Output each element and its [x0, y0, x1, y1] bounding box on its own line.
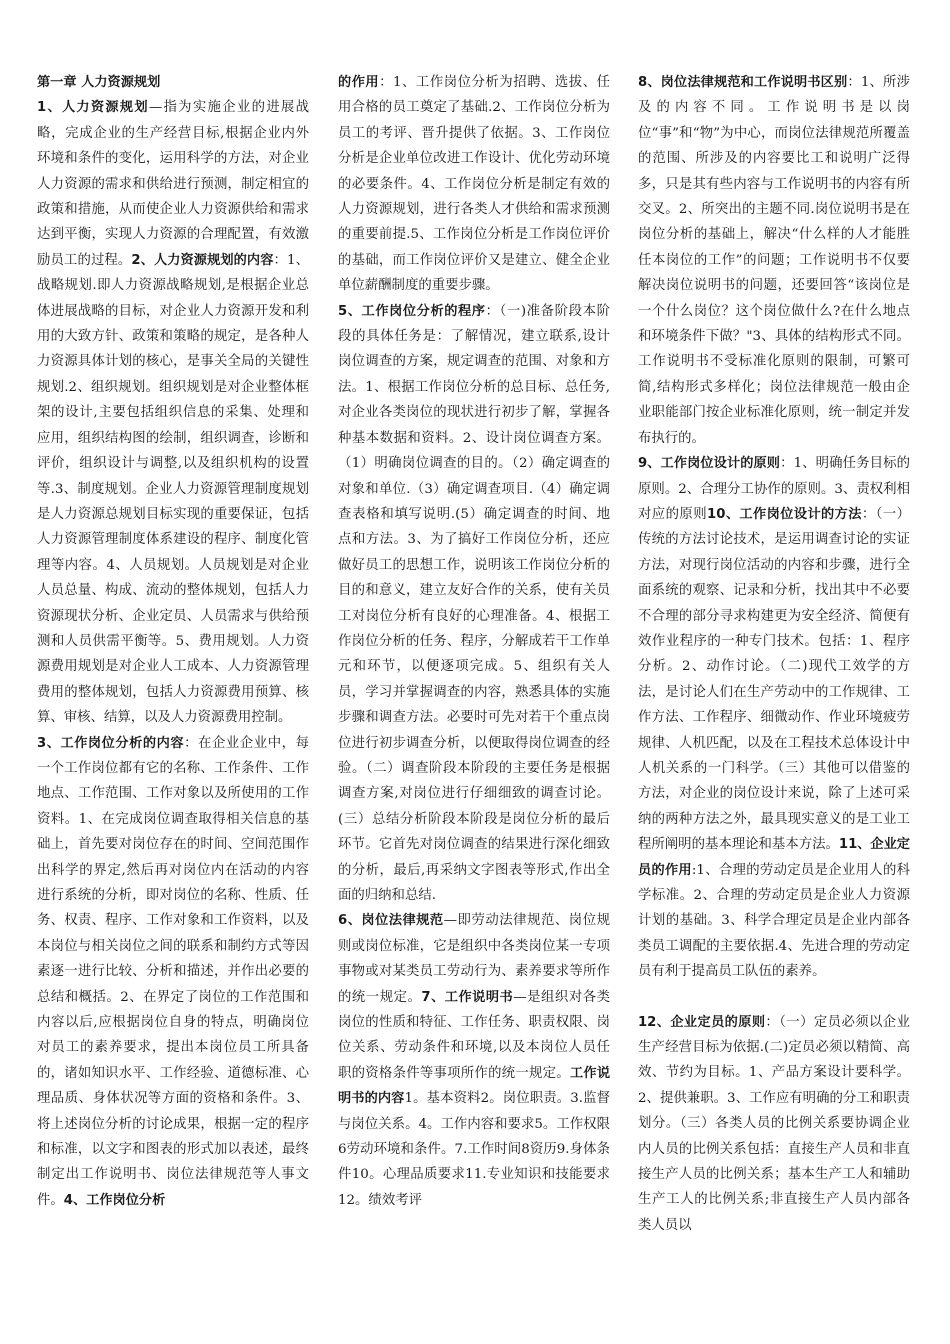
section-text: ：1、所涉及的内容不同。工作说明书是以岗位“事”和“物”为中心，而岗位法律规范所覆盖的范围、所涉及的内容要比工和说明广泛得多，只是其有些内容与工作说明书的内容有所交叉。2、所突出的主题不同.岗位说明书是在岗位分析的基础上，解决“什么样的人才能胜任本岗位的工作”的问题；工作说明书不仅要解决岗位说明书的问题，还要回答“该岗位是一个什么岗位？这个岗位做什么?在什么地点和环境条件下做？"3、具体的结构形式不同。工作说明书不受标准化原则的限制，可繁可简,结构形式多样化；岗位法律规范一般由企业职能部门按企业标准化原则，统一制定并发布执行的。: [638, 75, 910, 446]
section-text: —是组织对各类岗位的性质和特征、工作任务、职责权限、岗位关系、劳动条件和环境,以及本岗位人员任职的资格条件等事项所作的统一规定。: [338, 989, 611, 1081]
paragraph-5: [338, 299, 610, 909]
section-title: 2、人力资源规划的内容: [131, 252, 274, 268]
section-title: 4、工作岗位分析: [63, 1192, 166, 1208]
paragraph-1-2: [37, 95, 309, 730]
section-title: 的作用: [338, 75, 380, 90]
section-text: ：（一）传统的方法讨论技术，是运用调查讨论的实证方法，对现行岗位活动的内容和步骤，进行全面系统的观察、记录和分析，找出其中不必要不合理的部分寻求构建更为安全经济、简便有效作业程序的一种专门技术。包括：1、程序分析。2、动作讨论。（二)现代工效学的方法，是讨论人们在生产劳动中的工作规律、工作方法、工作程序、细微动作、作业环境疲劳规律、人机匹配，以及在工程技术总体设计中人机关系的一门科学。（三）其他可以借鉴的方法，对企业的岗位设计来说，除了上述可采纳的两种方法之外，最具现实意义的是工业工程所阐明的基本理论和基本方法。: [638, 506, 910, 853]
paragraph-9-11: [638, 451, 910, 985]
paragraph-3-4: [37, 731, 309, 1214]
chapter-heading: 第一章 人力资源规划: [37, 75, 161, 90]
section-text: ：（一)准备阶段本阶段的具体任务是：了解情况，建立联系,设计岗位调查的方案，规定调查的范围、对象和方法。1、根据工作岗位分析的总目标、总任务,对企业各类岗位的现状进行初步了解，掌握各种基本数据和资料。2、设计岗位调查方案。（1）明确岗位调查的目的。（2）确定调查的对象和单位.（3）确定调查项目.（4）确定调查表格和填写说明.(5）确定调查的时间、地点和方法。3、为了搞好工作岗位分析，还应做好员工的思想工作，说明该工作岗位分析的目的和意义，建立友好合作的关系，使有关员工对岗位分析有良好的心理准备。4、根据工作岗位分析的任务、程序，分解成若干工作单元和环节，以便逐项完成。5、组织有关人员，学习并掌握调查的内容，熟悉具体的实施步骤和调查方法。必要时可先对若干个重点岗位进行初步调查分析，以便取得岗位调查的经验。（二）调查阶段本阶段的主要任务是根据调查方案,对岗位进行仔细细致的调查讨论。(三）总结分析阶段本阶段是岗位分析的最后环节。它首先对岗位调查的结果进行深化细致的分析，最后,再采纳文字图表等形式,作出全面的归纳和总结.: [338, 303, 610, 903]
section-text: ：1、工作岗位分析为招聘、选拔、任用合格的员工奠定了基础.2、工作岗位分析为员工的考评、晋升提供了依据。3、工作岗位分析是企业单位改进工作设计、优化劳动环境的必要条件。4、工作岗位分析是制定有效的人力资源规划，进行各类人才供给和需求预测的重要前提.5、工作岗位分析是工作岗位评价的基础，而工作岗位评价又是建立、健全企业单位薪酬制度的重要步骤。: [338, 75, 610, 294]
section-text: ：1、明确任务目标的原则。2、合理分工协作的原则。3、责权利相对应的原则: [638, 456, 910, 522]
column-2: [338, 70, 610, 1213]
section-title: 5、工作岗位分析的程序: [338, 303, 486, 319]
column-3: [638, 70, 910, 1238]
section-title: 11、企业定员的作用: [638, 837, 910, 878]
section-title: 1、人力资源规划: [37, 100, 149, 116]
section-title: 工作说明书的内容: [338, 1065, 611, 1107]
section-title: 10、工作岗位设计的方法: [707, 506, 862, 522]
section-title: 9、工作岗位设计的原则: [638, 456, 781, 472]
section-text: ：在企业企业中，每一个工作岗位都有它的名称、工作条件、工作地点、工作范围、工作对象以及所使用的工作资料。1、在完成岗位调查取得相关信息的基础上，首先要对岗位存在的时间、空间范围作出科学的界定,然后再对岗位内在活动的内容进行系统的分析，即对岗位的名称、性质、任务、权责、程序、工作对象和工作资料，以及本岗位与相关岗位之间的联系和制约方式等因素逐一进行比较、分析和描述，并作出必要的总结和概括。2、在界定了岗位的工作范围和内容以后,应根据岗位自身的特点，明确岗位对员工的素养要求，提出本岗位员工所具备的，诸如知识水平、工作经验、道德标准、心理品质、身体状况等方面的资格和条件。3、将上述岗位分析的讨论成果，根据一定的程序和标准，以文字和图表的形式加以表述，最终制定出工作说明书、岗位法律规范等人事文件。: [37, 735, 309, 1208]
section-text: :1、合理的劳动定员是企业用人的科学标准。2、合理的劳动定员是企业人力资源计划的基础。3、科学合理定员是企业内部各类员工调配的主要依据.4、先进合理的劳动定员有利于提高员工队伍的素养。: [638, 862, 911, 980]
section-title: 8、岗位法律规范和工作说明书区别: [638, 75, 848, 90]
paragraph-4: [338, 70, 610, 299]
paragraph-8: [638, 70, 910, 451]
section-title: 7、工作说明书: [421, 989, 514, 1005]
section-text: 1。基本资料2。岗位职责。3.监督与岗位关系。4。工作内容和要求5。工作权限6劳动环境和条件。7.工作时间8资历9.身体条件10。心理品质要求11.专业知识和技能要求12。绩效考评: [338, 1091, 610, 1208]
paragraph-6-7: [338, 908, 610, 1213]
section-title: 12、企业定员的原则: [638, 1014, 766, 1030]
column-1: [37, 70, 309, 1213]
paragraph-gap: [638, 985, 910, 1010]
section-text: ：1、战略规划.即人力资源战略规划,是根据企业总体进展战略的目标，对企业人力资源开发和利用的大致方针、政策和策略的规定，是各种人力资源具体计划的核心，是事关全局的关键性规划.2、组织规划。组织规划是对企业整体框架的设计,主要包括组织信息的采集、处理和应用，组织结构图的绘制，组织调查，诊断和评价，组织设计与调整,以及组织机构的设置等.3、制度规划。企业人力资源管理制度规划是人力资源总规划目标实现的重要保证，包括人力资源管理制度体系建设的程序、制度化管理等内容。4、人员规划。人员规划是对企业人员总量、构成、流动的整体规划，包括人力资源现状分析、企业定员、人员需求与供给预测和人员供需平衡等。5、费用规划。人力资源费用规划是对企业人工成本、人力资源管理费用的整体规划，包括人力资源费用预算、核算、审核、结算，以及人力资源费用控制。: [37, 252, 309, 726]
paragraph-12: [638, 1010, 910, 1239]
section-text: —即劳动法律规范、岗位规则或岗位标准，它是组织中各类岗位某一专项事物或对某类员工劳动行为、素养要求等所作的统一规定。: [338, 913, 610, 1005]
section-title: 3、工作岗位分析的内容: [37, 735, 185, 751]
section-text: ：（一）定员必须以企业生产经营目标为依据.(二)定员必须以精简、高效、节约为目标。1、产品方案设计要科学。2、提供兼职。3、工作应有明确的分工和职责划分。（三）各类人员的比例关系要协调企业内人员的比例关系包括：直接生产人员和非直接生产人员的比例关系；基本生产工人和辅助生产工人的比例关系;非直接生产人员内部各类人员以: [638, 1014, 910, 1233]
section-text: —指为实施企业的进展战略，完成企业的生产经营目标,根据企业内外环境和条件的变化，运用科学的方法，对企业人力资源的需求和供给进行预测，制定相宜的政策和措施，从而使企业人力资源供给和需求达到平衡，实现人力资源的合理配置，有效激励员工的过程。: [37, 100, 309, 268]
section-title: 6、岗位法律规范: [338, 913, 444, 929]
